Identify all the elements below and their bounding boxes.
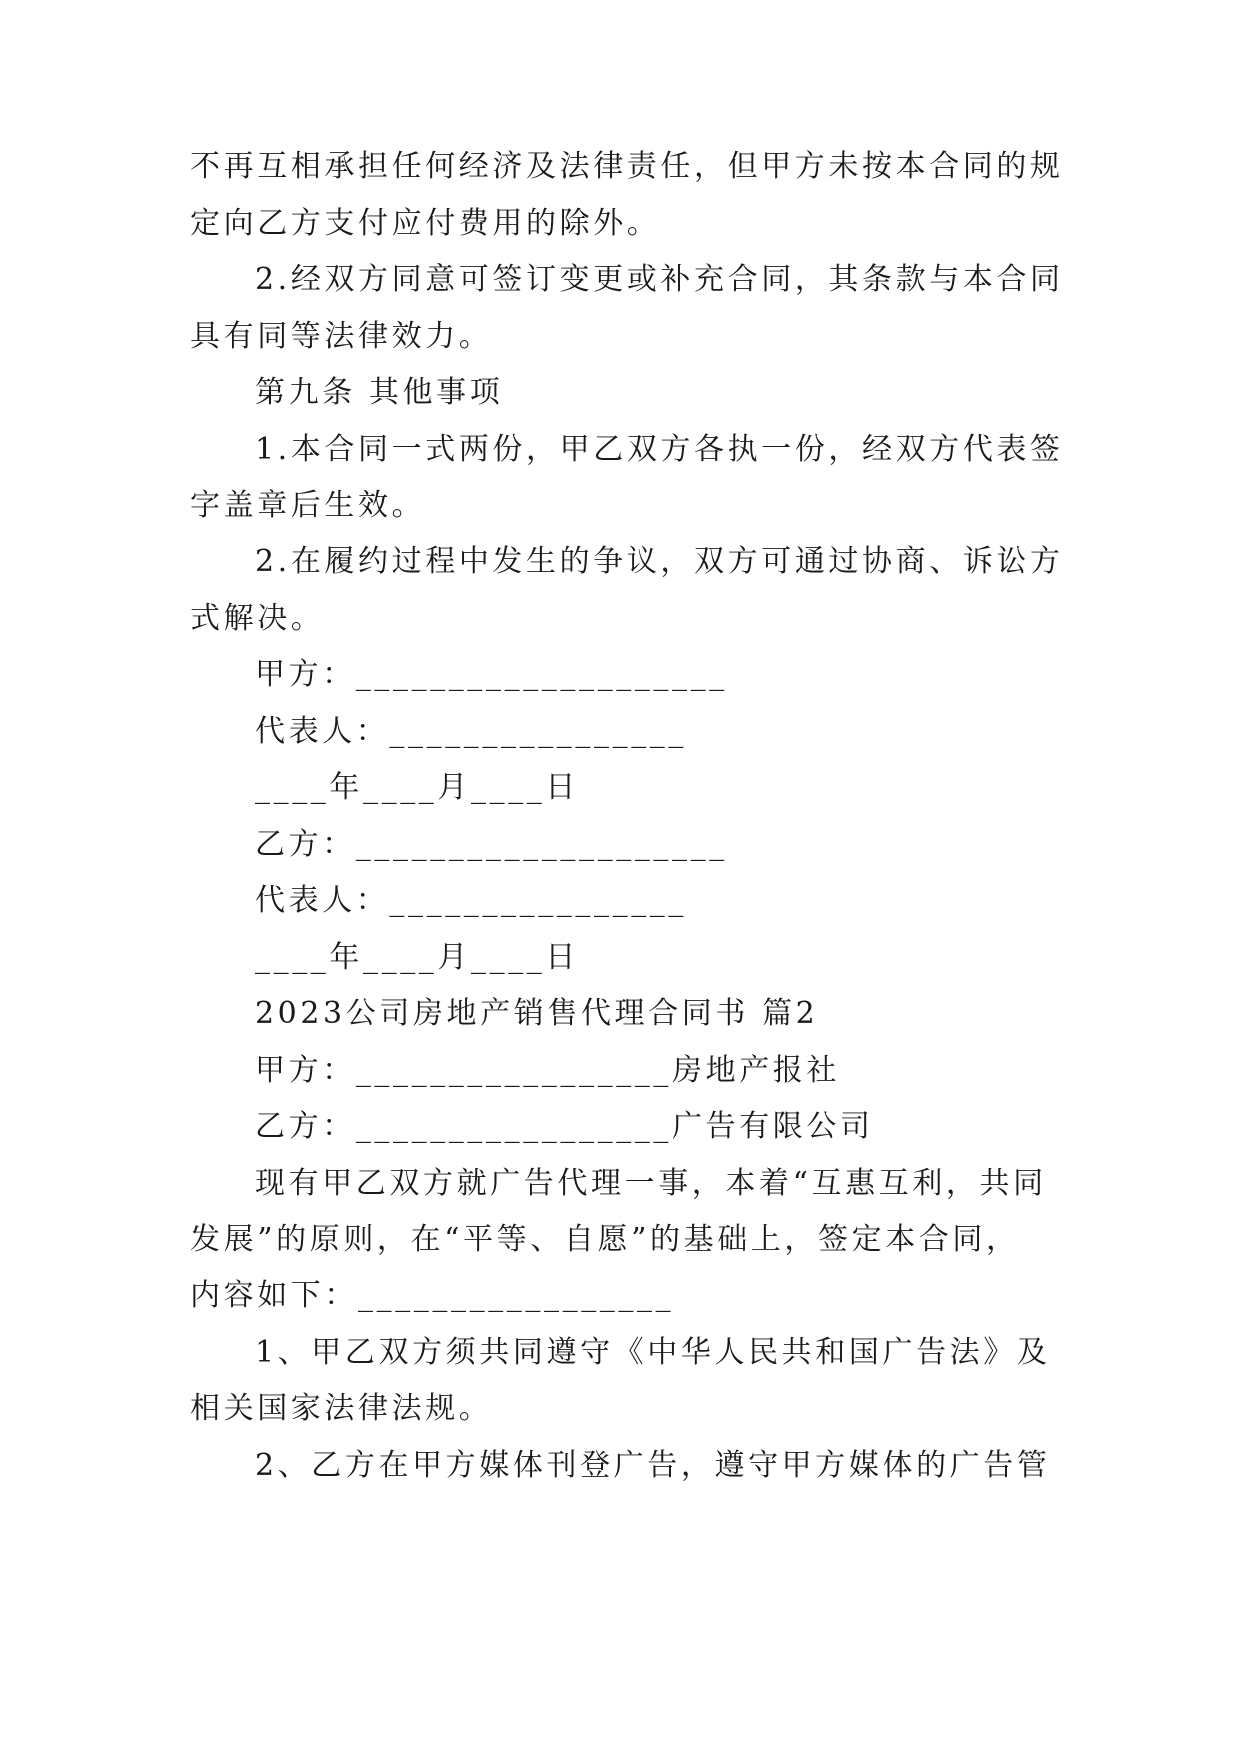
document-title: 2023公司房地产销售代理合同书 篇2 [255, 996, 819, 1031]
paragraph-line: 1、甲乙双方须共同遵守《中华人民共和国广告法》及 [255, 1335, 1051, 1370]
section-heading: 第九条 其他事项 [255, 375, 504, 410]
paragraph-line: 1.本合同一式两份，甲乙双方各执一份，经双方代表签 [255, 432, 1064, 467]
paragraph-line: 现有甲乙双方就广告代理一事，本着“互惠互利，共同 [255, 1166, 1047, 1201]
paragraph-line: 2.经双方同意可签订变更或补充合同，其条款与本合同 [255, 262, 1064, 297]
paragraph-line: 2、乙方在甲方媒体刊登广告，遵守甲方媒体的广告管 [255, 1448, 1051, 1483]
signature-line-representative: 代表人：________________ [255, 883, 687, 918]
party-a-line: 甲方：_________________房地产报社 [255, 1053, 840, 1088]
paragraph-line: 内容如下：_________________ [190, 1278, 675, 1313]
paragraph-line: 式解决。 [190, 601, 325, 636]
paragraph-line: 字盖章后生效。 [190, 488, 426, 523]
paragraph-line: 具有同等法律效力。 [190, 319, 493, 354]
signature-line-party-b: 乙方：____________________ [255, 827, 728, 862]
signature-line-representative: 代表人：________________ [255, 714, 687, 749]
signature-line-party-a: 甲方：____________________ [255, 657, 728, 692]
date-line: ____年____月____日 [255, 770, 579, 805]
paragraph-line: 定向乙方支付应付费用的除外。 [190, 206, 661, 241]
paragraph-line: 发展”的原则，在“平等、自愿”的基础上，签定本合同， [190, 1222, 1020, 1257]
paragraph-line: 不再互相承担任何经济及法律责任，但甲方未按本合同的规 [190, 149, 1064, 184]
party-b-line: 乙方：_________________广告有限公司 [255, 1109, 874, 1144]
paragraph-line: 相关国家法律法规。 [190, 1391, 493, 1426]
paragraph-line: 2.在履约过程中发生的争议，双方可通过协商、诉讼方 [255, 544, 1064, 579]
date-line: ____年____月____日 [255, 940, 579, 975]
